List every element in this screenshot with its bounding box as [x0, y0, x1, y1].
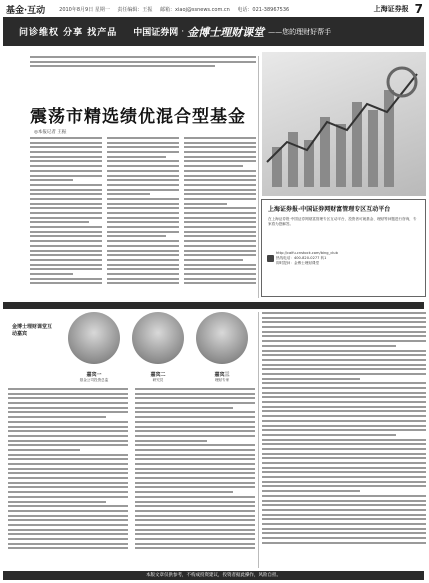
chart-graphic-icon — [262, 52, 426, 196]
article-column-1 — [30, 137, 102, 297]
newspaper-brand: 上海证券报 — [373, 4, 409, 13]
section-bar-label: 金博士互动 — [11, 314, 34, 319]
page-header — [6, 2, 423, 16]
ad-info: 即时提问：金博士理财课堂 — [276, 261, 320, 265]
ad-contact — [276, 251, 338, 266]
header-meta — [59, 6, 295, 13]
promo-banner — [3, 17, 424, 46]
column-divider — [258, 56, 259, 298]
ad-body: 在上海证券报·中国证券网财富管理专区互动平台，投资者可就基金、理财等问题进行咨询，专家将为您解答。 — [268, 217, 417, 226]
page-number: 7 — [414, 2, 423, 16]
ad-hotline: 热线电话：400-820-0277 转1 — [276, 256, 327, 260]
interview-text-right — [262, 312, 426, 567]
banner-slogan: 问诊维权 分享 找产品 — [19, 28, 118, 38]
guest-title-3: 理财专家 — [214, 378, 230, 382]
ad-title: 上海证券报·中国证券网财富管理专区互动平台 — [268, 206, 391, 213]
guest-name-3: 嘉宾三 — [214, 372, 230, 378]
banner-tagline: ——您的理财好帮手 — [268, 27, 332, 36]
guest-photo-3 — [196, 312, 248, 364]
guest-photo-1 — [68, 312, 120, 364]
article-text-top — [30, 56, 256, 96]
page-footer: 本版文章仅供参考，不构成投资建议，投资者据此操作，风险自担。 — [3, 571, 424, 580]
guest-title-2: 研究员 — [152, 378, 164, 382]
article-column-3 — [184, 137, 256, 297]
guest-title-1: 基金公司投资总监 — [79, 378, 109, 382]
guest-name-1: 嘉宾一 — [86, 372, 102, 378]
banner-dot: · — [181, 26, 185, 37]
article-byline: ◎本报记者 王振 — [34, 130, 67, 135]
article-photo — [262, 52, 426, 196]
banner-campaign: 金博士理财课堂 — [187, 25, 265, 39]
guest-photo-2 — [132, 312, 184, 364]
editor-phone: 电话：021-38967536 — [237, 6, 290, 13]
article-column-2 — [107, 137, 179, 297]
column-divider-lower — [258, 312, 259, 568]
site-logo-icon — [267, 255, 274, 262]
editor-email: 邮箱：xiaoj@ssnews.com.cn — [160, 6, 230, 13]
guest-name-2: 嘉宾二 — [150, 372, 166, 378]
ad-box — [261, 199, 426, 297]
article-headline: 震荡市精选绩优混合型基金 — [30, 107, 246, 127]
issue-date: 2010年8月9日 星期一 — [59, 6, 110, 13]
section-bar — [3, 302, 424, 319]
feature-caption: 金博士理财课堂互动嘉宾 — [12, 324, 53, 337]
banner-org: 中国证券网 — [133, 28, 179, 38]
ad-url[interactable]: http://caifu.cnstock.com/bing_club — [276, 251, 338, 255]
interview-text-left — [8, 388, 128, 568]
interview-text-middle — [135, 388, 255, 568]
section-title: 基金·互动 — [6, 5, 46, 16]
editor-name: 责任编辑：王振 — [117, 6, 153, 13]
